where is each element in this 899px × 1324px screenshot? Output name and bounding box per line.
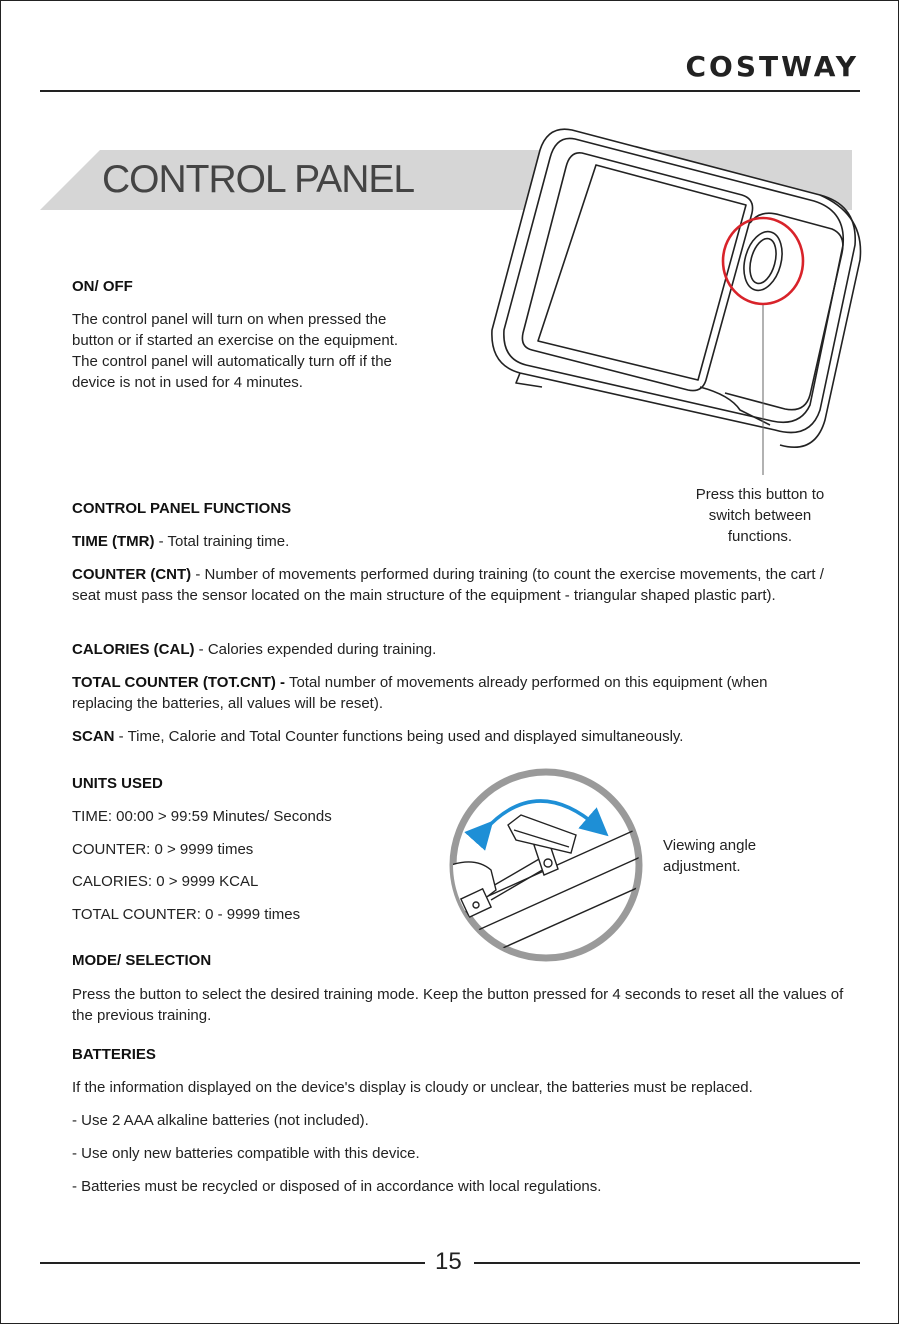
battery-item: - Batteries must be recycled or disposed of in accordance with local regulations.: [72, 1178, 602, 1195]
footer-rule-right: [474, 1262, 860, 1264]
on-off-text: The control panel will turn on when pressed the button or if started an exercise on the equipment. The control panel will automatically turn off if the device is not in used for 4 minutes.: [72, 311, 399, 391]
batteries-intro: If the information displayed on the device's display is cloudy or unclear, the batteries must be replaced.: [72, 1079, 753, 1096]
page-title: CONTROL PANEL: [102, 158, 415, 201]
mode-heading: MODE/ SELECTION: [72, 952, 212, 969]
control-panel-illustration: [480, 125, 865, 475]
batteries-heading: BATTERIES: [72, 1046, 156, 1063]
function-time: TIME (TMR) - Total training time.: [72, 533, 290, 550]
function-total-counter: TOTAL COUNTER (TOT.CNT) - Total number of movements already performed on this equipment (when replacing the batteries, all values will be reset).: [72, 674, 768, 712]
battery-item: - Use 2 AAA alkaline batteries (not included).: [72, 1112, 369, 1129]
battery-item: - Use only new batteries compatible with this device.: [72, 1145, 420, 1162]
units-calories: CALORIES: 0 > 9999 KCAL: [72, 873, 259, 890]
units-counter: COUNTER: 0 > 9999 times: [72, 841, 254, 858]
units-heading: UNITS USED: [72, 775, 163, 792]
function-scan: SCAN - Time, Calorie and Total Counter functions being used and displayed simultaneously.: [72, 728, 684, 745]
mode-text: Press the button to select the desired training mode. Keep the button pressed for 4 seconds to reset all the values of the previous training.: [72, 986, 844, 1024]
units-total-counter: TOTAL COUNTER: 0 - 9999 times: [72, 906, 301, 923]
function-counter: COUNTER (CNT) - Number of movements performed during training (to count the exercise movements, the cart / seat must pass the sensor located on the main structure of the equipment - triangular shaped plastic part).: [72, 566, 824, 604]
units-time: TIME: 00:00 > 99:59 Minutes/ Seconds: [72, 808, 332, 825]
page-number: 15: [435, 1248, 462, 1275]
header-rule: [40, 90, 860, 92]
function-calories: CALORIES (CAL) - Calories expended during training.: [72, 641, 437, 658]
functions-heading: CONTROL PANEL FUNCTIONS: [72, 500, 292, 517]
footer-rule-left: [40, 1262, 425, 1264]
angle-caption: Viewing angle adjustment.: [663, 837, 757, 875]
viewing-angle-illustration: [446, 765, 646, 965]
brand-logo: COSTWAY: [685, 50, 859, 83]
button-caption: Press this button to switch between functions.: [695, 486, 825, 545]
on-off-heading: ON/ OFF: [72, 278, 133, 295]
